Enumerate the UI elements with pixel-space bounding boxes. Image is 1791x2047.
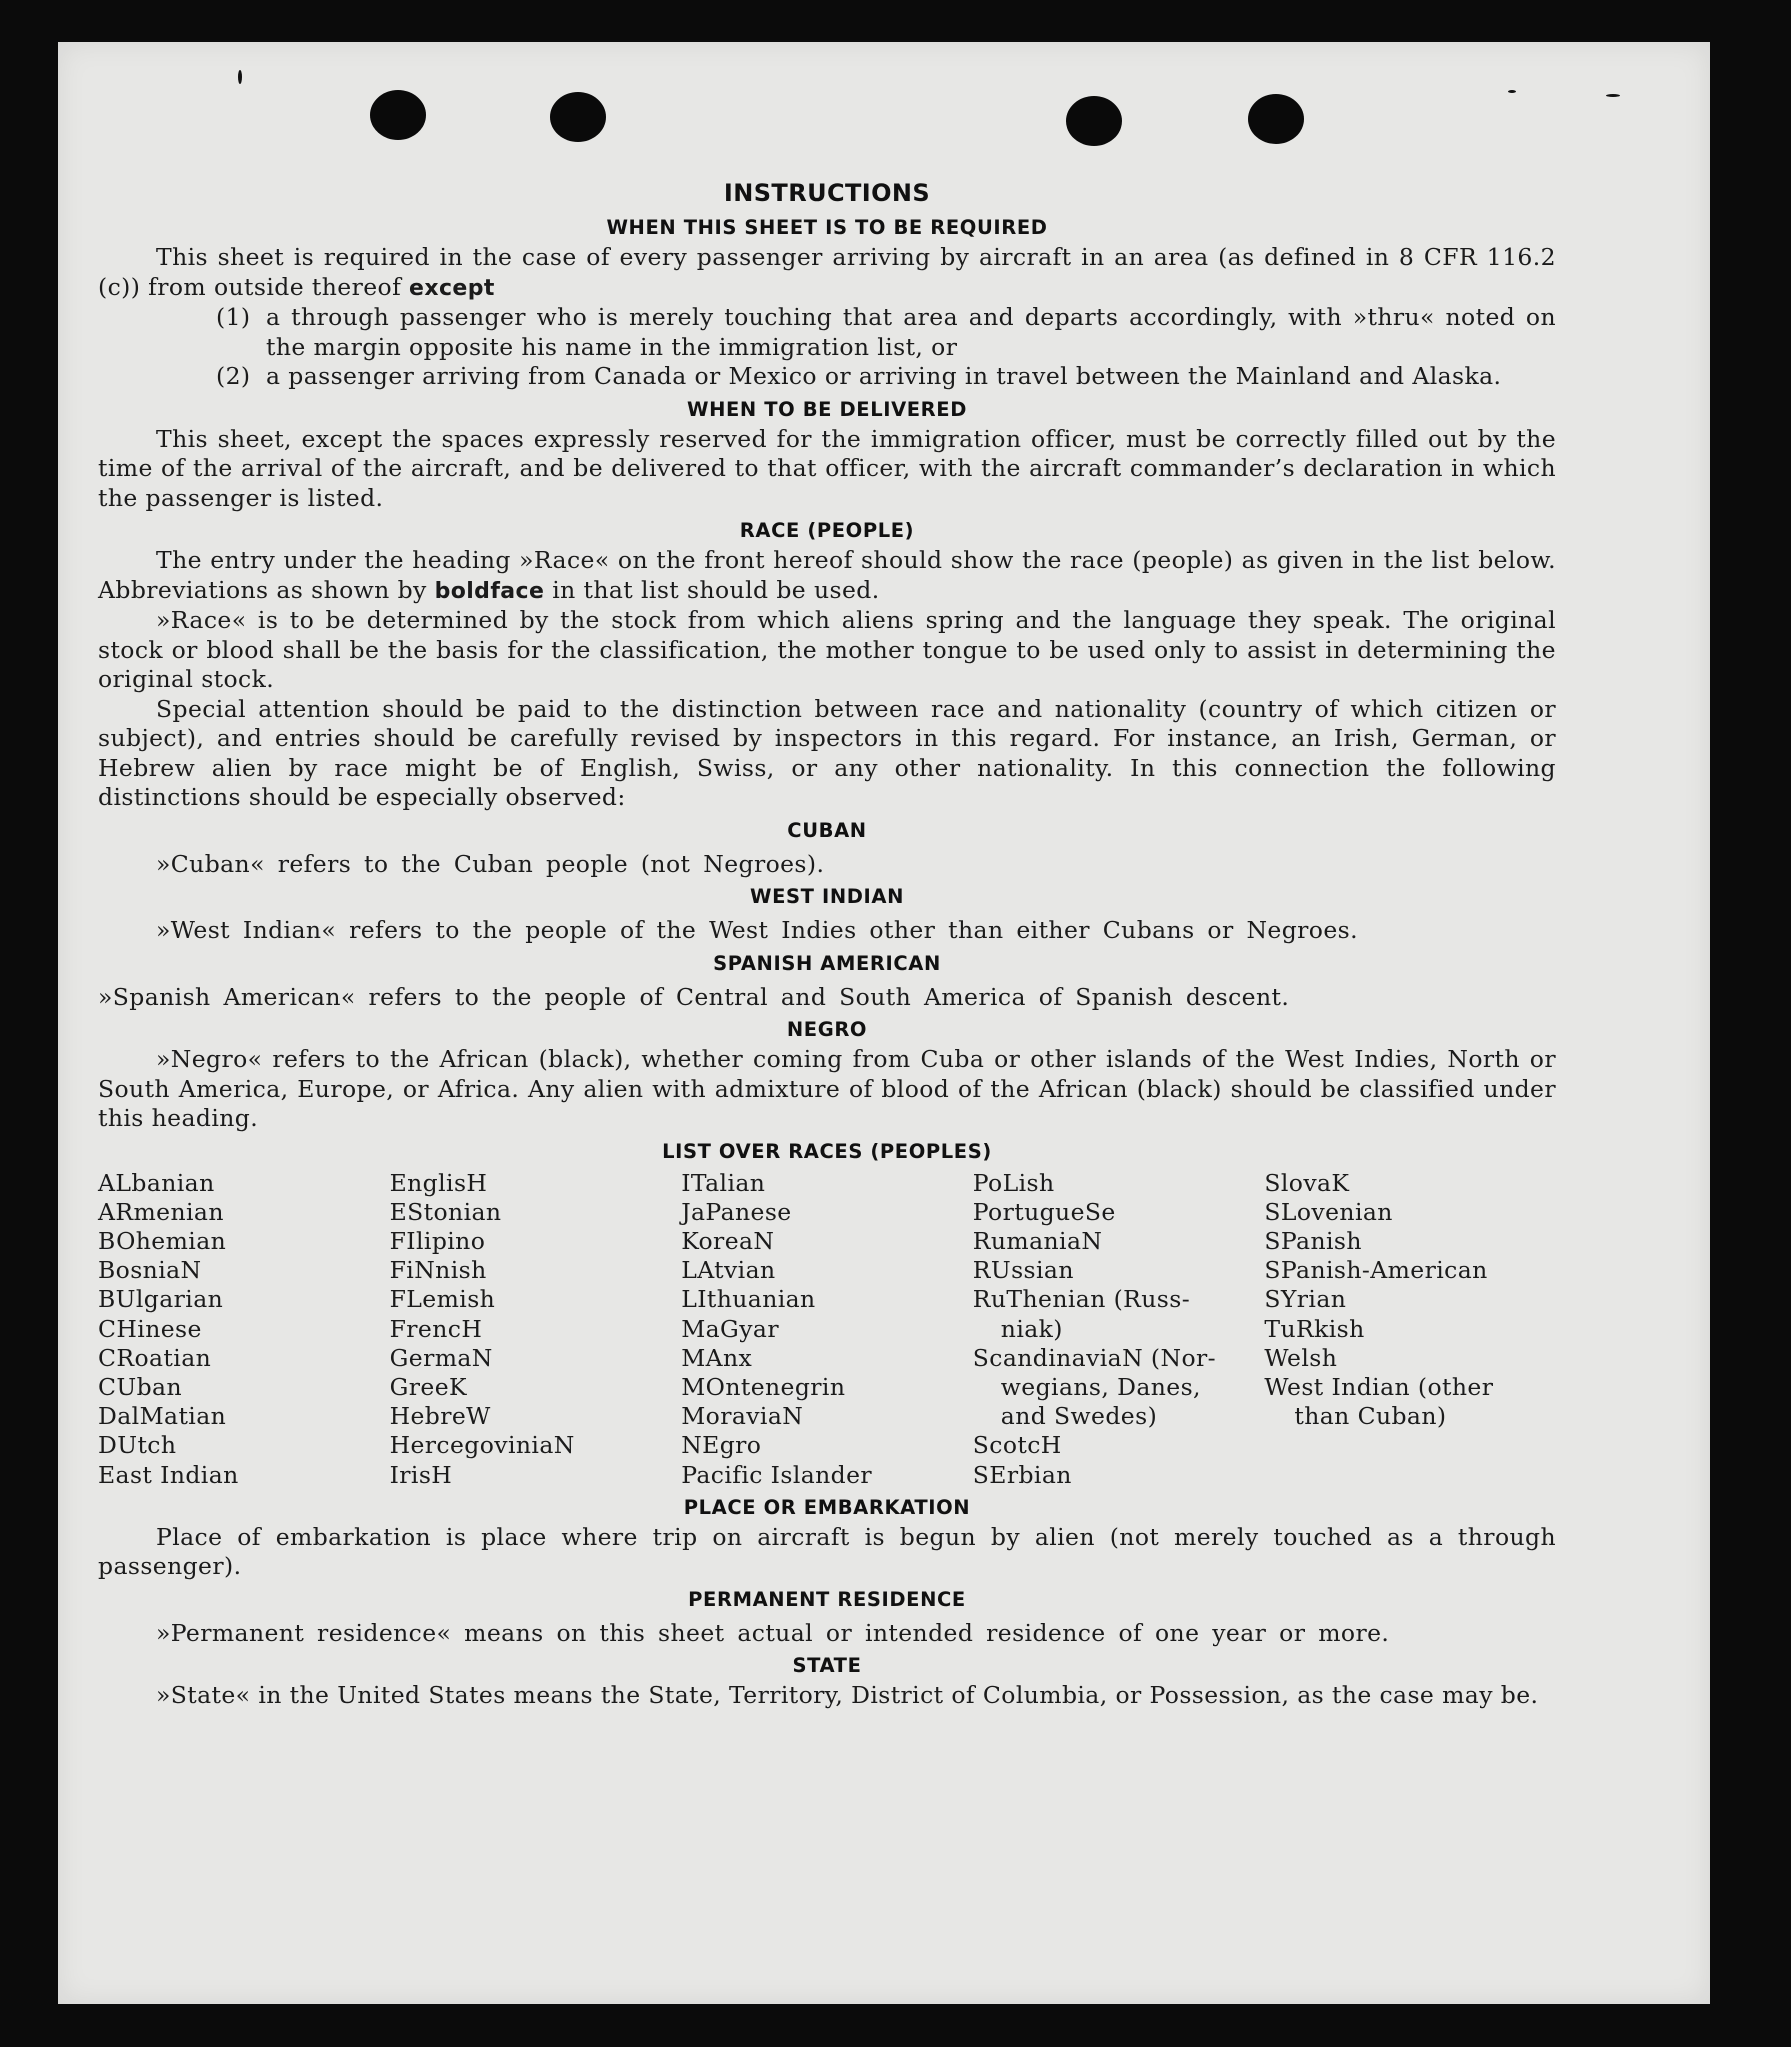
- race-entry: ScotcH: [972, 1431, 1062, 1460]
- ink-speck: [238, 70, 242, 84]
- race-paragraph-3: Special attention should be paid to the distinction between race and nationality (country of which citizen or subject), and entries should be carefully revised by inspectors in this regard. For instance, an Irish, German, or Hebrew alien by race might be of English, Swiss, or any other nationality. In this connection the following distinctions should be especially observed:: [98, 694, 1556, 811]
- race-entry: IrisH: [389, 1460, 453, 1489]
- race-entry: FIlipino: [389, 1226, 486, 1255]
- race-entry: JaPanese: [681, 1197, 792, 1226]
- when-delivered-text: This sheet, except the spaces expressly reserved for the immigration officer, must be correctly filled out by the time of the arrival of the aircraft, and be delivered to that officer, with the aircraft commander’s declaration in which the passenger is listed.: [98, 424, 1556, 512]
- west-indian-text: »West Indian« refers to the people of the West Indies other than either Cubans or Negroes.: [156, 916, 1358, 944]
- embarkation-text: Place of embarkation is place where trip on aircraft is begun by alien (not merely touched as a through passenger).: [98, 1522, 1556, 1581]
- race-entry: TuRkish: [1264, 1314, 1365, 1343]
- race-entry: PortugueSe: [972, 1197, 1116, 1226]
- punch-hole: [1066, 96, 1122, 146]
- races-column: [1264, 1169, 1556, 1490]
- race-entry: RUssian: [972, 1256, 1074, 1285]
- race-entry: SErbian: [972, 1460, 1072, 1489]
- section-heading-when-delivered: WHEN TO BE DELIVERED: [686, 397, 968, 421]
- race-entry: MAnx: [681, 1343, 753, 1372]
- race-p1-text: The entry under the heading »Race« on the front hereof should show the race (people) as given in the list below. Abbreviations as shown by: [98, 546, 1556, 604]
- race-entry: MoraviaN: [681, 1402, 804, 1431]
- races-column: [98, 1169, 390, 1490]
- when-required-intro: [98, 243, 1556, 303]
- punch-hole: [370, 90, 426, 140]
- race-entry: West Indian (other: [1264, 1372, 1494, 1401]
- race-entry: SLovenian: [1264, 1197, 1393, 1226]
- list-item: [98, 362, 1556, 392]
- race-entry: ALbanian: [98, 1168, 215, 1197]
- punch-hole: [550, 92, 606, 142]
- section-heading-when-required: WHEN THIS SHEET IS TO BE REQUIRED: [606, 216, 1048, 239]
- race-entry-continuation: niak): [1000, 1314, 1063, 1343]
- race-entry: EnglisH: [389, 1168, 488, 1197]
- race-entry: EStonian: [389, 1197, 502, 1226]
- race-entry: Pacific Islander: [681, 1460, 873, 1489]
- race-entry: SYrian: [1264, 1285, 1347, 1314]
- instructions-body: [98, 172, 1556, 1711]
- race-paragraph-1: [98, 546, 1556, 606]
- item-text: a through passenger who is merely touching that area and departs accordingly, with »thru« noted on the margin opposite his name in the immigration list, or: [266, 303, 1556, 361]
- page-title: INSTRUCTIONS: [723, 179, 931, 207]
- document-sheet: [58, 42, 1710, 2004]
- race-entry-continuation: wegians, Danes,: [1000, 1372, 1201, 1401]
- section-heading-races-list: LIST OVER RACES (PEOPLES): [662, 1139, 992, 1163]
- boldface-keyword: boldface: [434, 578, 545, 604]
- race-p1-text-end: in that list should be used.: [552, 575, 880, 604]
- race-entry: ITalian: [681, 1168, 766, 1197]
- race-entry: CHinese: [98, 1314, 202, 1343]
- race-entry: SPanish: [1264, 1226, 1362, 1255]
- section-heading-embarkation: PLACE OR EMBARKATION: [683, 1495, 971, 1519]
- race-entry: East Indian: [98, 1460, 239, 1489]
- race-entry: PoLish: [972, 1168, 1055, 1197]
- section-heading-negro: NEGRO: [786, 1018, 868, 1041]
- race-entry: FrencH: [389, 1314, 483, 1343]
- races-column: [973, 1169, 1265, 1490]
- races-list: [98, 1169, 1556, 1490]
- race-entry: RumaniaN: [972, 1226, 1103, 1255]
- race-entry: DalMatian: [98, 1402, 227, 1431]
- section-heading-race: RACE (PEOPLE): [739, 519, 915, 542]
- race-entry: LIthuanian: [681, 1285, 816, 1314]
- ink-speck: [1606, 94, 1620, 97]
- race-entry: BUlgarian: [98, 1285, 224, 1314]
- state-text: »State« in the United States means the State, Territory, District of Columbia, or Possession, as the case may be.: [156, 1681, 1539, 1710]
- spanish-american-text: »Spanish American« refers to the people of Central and South America of Spanish descent.: [98, 982, 1290, 1011]
- race-entry: DUtch: [98, 1431, 177, 1460]
- section-heading-state: STATE: [792, 1654, 862, 1678]
- race-entry: LAtvian: [681, 1256, 776, 1285]
- race-entry: BosniaN: [98, 1256, 202, 1285]
- race-entry: FiNnish: [389, 1256, 487, 1285]
- race-entry: MOntenegrin: [681, 1372, 846, 1401]
- races-column: [390, 1169, 682, 1490]
- race-entry: GermaN: [389, 1343, 493, 1372]
- punch-hole: [1248, 94, 1304, 144]
- race-entry: ScandinaviaN (Nor-: [972, 1343, 1216, 1372]
- race-entry: KoreaN: [681, 1226, 775, 1255]
- race-entry: ARmenian: [98, 1197, 224, 1226]
- race-entry: CRoatian: [98, 1343, 212, 1372]
- except-keyword: except: [409, 275, 495, 301]
- negro-text: »Negro« refers to the African (black), whether coming from Cuba or other islands of the West Indies, North or South America, Europe, or Africa. Any alien with admixture of blood of the African (black) should be classified under this heading.: [98, 1045, 1556, 1132]
- section-heading-cuban: CUBAN: [787, 818, 867, 842]
- race-entry: SPanish-American: [1264, 1256, 1488, 1285]
- race-entry: FLemish: [389, 1285, 496, 1314]
- section-heading-spanish-american: SPANISH AMERICAN: [713, 951, 941, 975]
- race-entry: RuThenian (Russ-: [972, 1285, 1191, 1314]
- race-entry-continuation: and Swedes): [1000, 1402, 1158, 1431]
- cuban-text: »Cuban« refers to the Cuban people (not Negroes).: [156, 849, 825, 878]
- race-entry: CUban: [98, 1372, 182, 1401]
- item-text: a passenger arriving from Canada or Mexico or arriving in travel between the Mainland and Alaska.: [266, 362, 1502, 390]
- race-entry: GreeK: [389, 1372, 467, 1401]
- race-entry: SlovaK: [1264, 1168, 1350, 1197]
- race-entry: BOhemian: [98, 1226, 227, 1255]
- section-heading-west-indian: WEST INDIAN: [750, 885, 904, 908]
- item-number: (1): [216, 303, 251, 331]
- races-column: [681, 1169, 973, 1490]
- when-required-intro-text: This sheet is required in the case of every passenger arriving by aircraft in an area (as defined in 8 CFR 116.2 (c)) from outside thereof: [98, 243, 1556, 301]
- race-entry: Welsh: [1264, 1343, 1338, 1372]
- race-entry: HebreW: [389, 1402, 491, 1431]
- ink-speck: [1508, 90, 1516, 93]
- race-entry: NEgro: [681, 1431, 762, 1460]
- race-paragraph-2: »Race« is to be determined by the stock from which aliens spring and the language they speak. The original stock or blood shall be the basis for the classification, the mother tongue to be used only to assist in determining the original stock.: [98, 606, 1556, 693]
- list-item: [98, 303, 1556, 362]
- race-entry-continuation: than Cuban): [1294, 1402, 1447, 1431]
- race-entry: HercegoviniaN: [389, 1431, 575, 1460]
- race-entry: MaGyar: [681, 1314, 779, 1343]
- section-heading-permanent-residence: PERMANENT RESIDENCE: [688, 1587, 966, 1611]
- item-number: (2): [216, 362, 251, 390]
- permanent-residence-text: »Permanent residence« means on this sheet actual or intended residence of one year or more.: [156, 1618, 1390, 1647]
